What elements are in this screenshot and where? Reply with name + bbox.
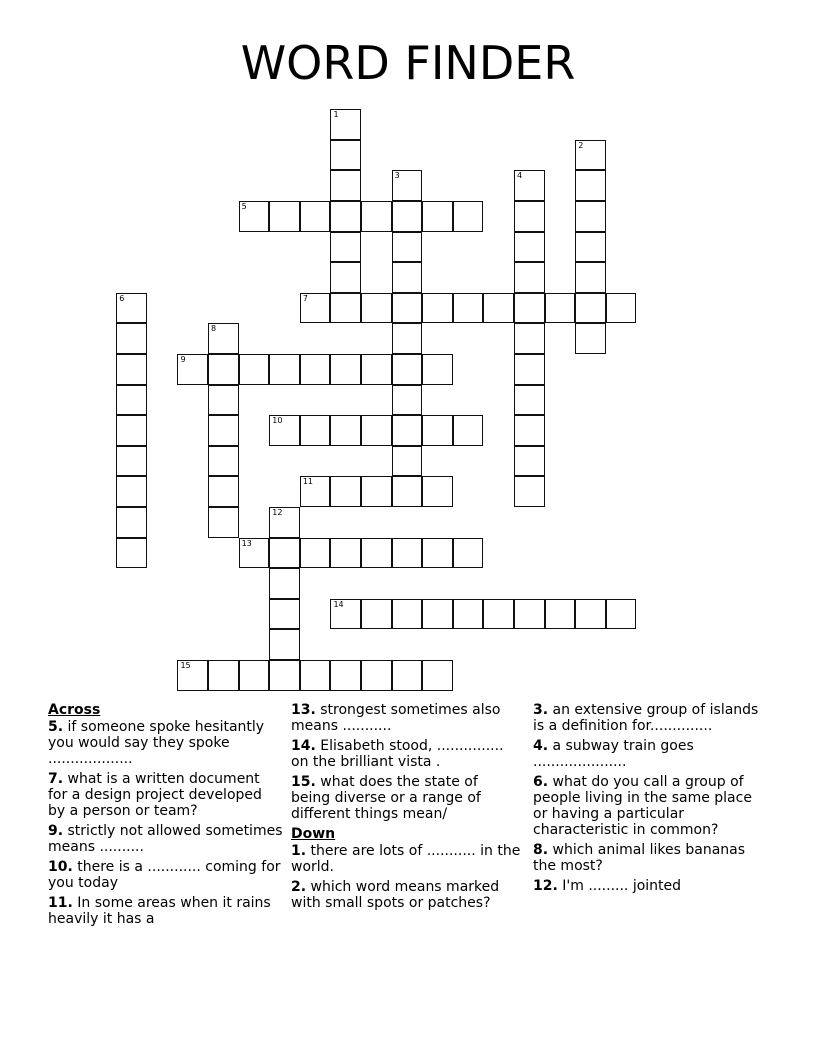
grid-cell[interactable] bbox=[422, 538, 453, 569]
clue-down-12: 12. I'm ......... jointed bbox=[533, 878, 682, 894]
grid-cell[interactable] bbox=[116, 538, 147, 569]
cell-number: 9 bbox=[180, 355, 186, 365]
grid-cell[interactable] bbox=[514, 170, 545, 201]
clues-column-2 bbox=[291, 702, 521, 915]
clue-down-4: 4. a subway train goes ..................... bbox=[533, 738, 694, 770]
grid-cell[interactable] bbox=[514, 599, 545, 630]
grid-cell[interactable] bbox=[208, 476, 239, 507]
grid-cell[interactable] bbox=[453, 201, 484, 232]
across-heading: Across bbox=[48, 702, 101, 718]
cell-number: 2 bbox=[578, 140, 584, 150]
grid-cell[interactable] bbox=[239, 538, 270, 569]
grid-cell[interactable] bbox=[514, 232, 545, 263]
grid-cell[interactable] bbox=[116, 323, 147, 354]
cell-number: 11 bbox=[302, 477, 314, 487]
grid-cell[interactable] bbox=[300, 660, 331, 691]
grid-cell[interactable] bbox=[269, 538, 300, 569]
clue-across-10: 10. there is a ............ coming for you today bbox=[48, 859, 281, 891]
cell-number: 10 bbox=[272, 416, 283, 426]
grid-cell[interactable] bbox=[453, 599, 484, 630]
grid-cell[interactable] bbox=[514, 446, 545, 477]
grid-cell[interactable] bbox=[392, 262, 423, 293]
grid-cell[interactable] bbox=[330, 140, 361, 171]
grid-cell[interactable] bbox=[514, 354, 545, 385]
grid-cell[interactable] bbox=[483, 599, 514, 630]
clue-down-1: 1. there are lots of ........... in the world. bbox=[291, 843, 521, 875]
grid-cell[interactable] bbox=[208, 660, 239, 691]
grid-cell[interactable] bbox=[269, 629, 300, 660]
grid-cell[interactable] bbox=[269, 568, 300, 599]
grid-cell[interactable] bbox=[392, 201, 423, 232]
grid-cell[interactable] bbox=[392, 538, 423, 569]
clues-column-3 bbox=[533, 702, 763, 898]
grid-cell[interactable] bbox=[575, 201, 606, 232]
grid-cell[interactable] bbox=[330, 476, 361, 507]
grid-cell[interactable] bbox=[330, 201, 361, 232]
grid-cell[interactable] bbox=[239, 354, 270, 385]
grid-cell[interactable] bbox=[300, 415, 331, 446]
cell-number: 3 bbox=[394, 171, 400, 181]
cell-number: 4 bbox=[517, 171, 523, 181]
grid-cell[interactable] bbox=[116, 293, 147, 324]
grid-cell[interactable] bbox=[208, 323, 239, 354]
cell-number: 15 bbox=[180, 661, 191, 671]
grid-cell[interactable] bbox=[453, 538, 484, 569]
grid-cell[interactable] bbox=[392, 232, 423, 263]
grid-cell[interactable] bbox=[269, 415, 300, 446]
grid-cell[interactable] bbox=[392, 354, 423, 385]
grid-cell[interactable] bbox=[116, 476, 147, 507]
grid-cell[interactable] bbox=[208, 354, 239, 385]
grid-cell[interactable] bbox=[116, 446, 147, 477]
clue-across-9: 9. strictly not allowed sometimes means .......... bbox=[48, 823, 283, 855]
clue-across-15: 15. what does the state of being diverse or a range of different things mean/ bbox=[291, 774, 481, 822]
grid-cell[interactable] bbox=[514, 262, 545, 293]
grid-cell[interactable] bbox=[330, 232, 361, 263]
grid-cell[interactable] bbox=[514, 293, 545, 324]
grid-cell[interactable] bbox=[514, 201, 545, 232]
grid-cell[interactable] bbox=[239, 201, 270, 232]
grid-cell[interactable] bbox=[361, 293, 392, 324]
grid-cell[interactable] bbox=[208, 415, 239, 446]
grid-cell[interactable] bbox=[116, 415, 147, 446]
cell-number: 6 bbox=[119, 293, 125, 303]
cell-number: 13 bbox=[241, 538, 252, 548]
grid-cell[interactable] bbox=[392, 170, 423, 201]
grid-cell[interactable] bbox=[361, 415, 392, 446]
grid-cell[interactable] bbox=[422, 599, 453, 630]
grid-cell[interactable] bbox=[453, 415, 484, 446]
grid-cell[interactable] bbox=[208, 446, 239, 477]
clue-across-13: 13. strongest sometimes also means ........... bbox=[291, 702, 501, 734]
grid-cell[interactable] bbox=[300, 354, 331, 385]
cell-number: 12 bbox=[272, 508, 283, 518]
page-title: WORD FINDER bbox=[240, 36, 576, 90]
grid-cell[interactable] bbox=[330, 660, 361, 691]
cell-number: 14 bbox=[333, 599, 344, 609]
grid-cell[interactable] bbox=[330, 109, 361, 140]
clue-down-8: 8. which animal likes bananas the most? bbox=[533, 842, 746, 874]
grid-cell[interactable] bbox=[208, 385, 239, 416]
grid-cell[interactable] bbox=[575, 232, 606, 263]
grid-cell[interactable] bbox=[514, 476, 545, 507]
grid-cell[interactable] bbox=[422, 415, 453, 446]
grid-cell[interactable] bbox=[269, 660, 300, 691]
clues-column-1 bbox=[48, 702, 283, 931]
grid-cell[interactable] bbox=[422, 476, 453, 507]
down-heading: Down bbox=[291, 826, 336, 842]
grid-cell[interactable] bbox=[514, 323, 545, 354]
grid-cell[interactable] bbox=[177, 354, 208, 385]
grid-cell[interactable] bbox=[422, 660, 453, 691]
grid-cell[interactable] bbox=[116, 354, 147, 385]
grid-cell[interactable] bbox=[392, 323, 423, 354]
clue-down-3: 3. an extensive group of islands is a definition for.............. bbox=[533, 702, 759, 734]
grid-cell[interactable] bbox=[422, 293, 453, 324]
grid-cell[interactable] bbox=[545, 293, 576, 324]
grid-cell[interactable] bbox=[514, 415, 545, 446]
grid-cell[interactable] bbox=[300, 201, 331, 232]
grid-cell[interactable] bbox=[392, 660, 423, 691]
grid-cell[interactable] bbox=[392, 415, 423, 446]
grid-cell[interactable] bbox=[422, 354, 453, 385]
grid-cell[interactable] bbox=[269, 507, 300, 538]
grid-cell[interactable] bbox=[575, 140, 606, 171]
grid-cell[interactable] bbox=[422, 201, 453, 232]
clue-down-6: 6. what do you call a group of people living in the same place or having a particular characteristic in common? bbox=[533, 774, 752, 838]
grid-cell[interactable] bbox=[330, 599, 361, 630]
grid-cell[interactable] bbox=[545, 599, 576, 630]
grid-cell[interactable] bbox=[269, 201, 300, 232]
grid-cell[interactable] bbox=[208, 507, 239, 538]
grid-cell[interactable] bbox=[392, 293, 423, 324]
cell-number: 5 bbox=[241, 202, 247, 212]
grid-cell[interactable] bbox=[606, 293, 637, 324]
grid-cell[interactable] bbox=[453, 293, 484, 324]
grid-cell[interactable] bbox=[361, 660, 392, 691]
grid-cell[interactable] bbox=[300, 538, 331, 569]
grid-cell[interactable] bbox=[330, 354, 361, 385]
grid-cell[interactable] bbox=[575, 170, 606, 201]
grid-cell[interactable] bbox=[330, 262, 361, 293]
clue-across-7: 7. what is a written document for a design project developed by a person or team? bbox=[48, 771, 262, 819]
grid-cell[interactable] bbox=[330, 170, 361, 201]
grid-cell[interactable] bbox=[361, 476, 392, 507]
grid-cell[interactable] bbox=[392, 476, 423, 507]
grid-cell[interactable] bbox=[575, 599, 606, 630]
grid-cell[interactable] bbox=[300, 293, 331, 324]
cell-number: 1 bbox=[333, 110, 339, 120]
grid-cell[interactable] bbox=[392, 385, 423, 416]
grid-cell[interactable] bbox=[392, 599, 423, 630]
grid-cell[interactable] bbox=[269, 599, 300, 630]
grid-cell[interactable] bbox=[269, 354, 300, 385]
grid-cell[interactable] bbox=[514, 385, 545, 416]
grid-cell[interactable] bbox=[392, 446, 423, 477]
grid-cell[interactable] bbox=[116, 385, 147, 416]
grid-cell[interactable] bbox=[361, 538, 392, 569]
grid-cell[interactable] bbox=[361, 599, 392, 630]
grid-cell[interactable] bbox=[361, 201, 392, 232]
clue-across-5: 5. if someone spoke hesitantly you would say they spoke ................... bbox=[48, 719, 265, 767]
grid-cell[interactable] bbox=[330, 538, 361, 569]
grid-cell[interactable] bbox=[330, 293, 361, 324]
grid-cell[interactable] bbox=[575, 262, 606, 293]
grid-cell[interactable] bbox=[575, 293, 606, 324]
clue-down-2: 2. which word means marked with small spots or patches? bbox=[291, 879, 500, 911]
grid-cell[interactable] bbox=[300, 476, 331, 507]
clue-across-14: 14. Elisabeth stood, ............... on the brilliant vista . bbox=[291, 738, 504, 770]
cell-number: 7 bbox=[302, 293, 308, 303]
grid-cell[interactable] bbox=[239, 660, 270, 691]
grid-cell[interactable] bbox=[483, 293, 514, 324]
grid-cell[interactable] bbox=[116, 507, 147, 538]
grid-cell[interactable] bbox=[606, 599, 637, 630]
cell-number: 8 bbox=[211, 324, 217, 334]
grid-cell[interactable] bbox=[330, 415, 361, 446]
grid-cell[interactable] bbox=[177, 660, 208, 691]
clue-across-11: 11. In some areas when it rains heavily it has a bbox=[48, 895, 271, 927]
grid-cell[interactable] bbox=[361, 354, 392, 385]
grid-cell[interactable] bbox=[575, 323, 606, 354]
